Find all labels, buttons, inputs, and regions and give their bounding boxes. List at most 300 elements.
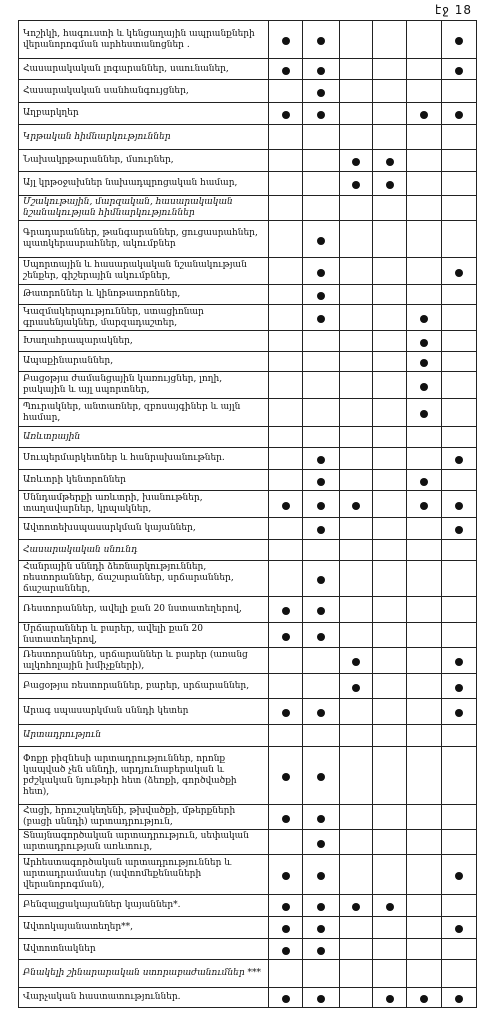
table-row	[19, 855, 477, 895]
permitted-dot-icon	[455, 684, 463, 692]
section-title: Հասարակական սնունդ	[19, 540, 269, 561]
permitted-dot-icon	[420, 410, 428, 418]
zone-cell-2	[303, 648, 340, 674]
zone-cell-4	[373, 855, 407, 895]
zone-cell-6	[442, 830, 477, 855]
zone-cell-3	[340, 648, 373, 674]
zone-cell-1	[269, 331, 303, 352]
zone-cell-4	[373, 470, 407, 491]
permitted-dot-icon	[317, 502, 325, 510]
zoning-table	[18, 20, 477, 1008]
zone-cell-2	[303, 172, 340, 196]
permitted-dot-icon	[455, 37, 463, 45]
permitted-dot-icon	[282, 947, 290, 955]
zone-cell-4	[373, 805, 407, 830]
zone-cell-3	[340, 172, 373, 196]
zone-cell-2	[303, 960, 340, 988]
zone-cell-3	[340, 540, 373, 561]
zone-cell-4	[373, 103, 407, 125]
zone-cell-2	[303, 221, 340, 258]
zone-cell-1	[269, 258, 303, 285]
zone-cell-4	[373, 125, 407, 150]
section-header-row	[19, 725, 477, 747]
zone-cell-1	[269, 150, 303, 172]
table-row	[19, 674, 477, 699]
table-row	[19, 285, 477, 305]
zone-cell-3	[340, 427, 373, 448]
zone-cell-1	[269, 747, 303, 805]
zone-cell-6	[442, 917, 477, 939]
zone-cell-1	[269, 917, 303, 939]
permitted-dot-icon	[317, 237, 325, 245]
permitted-dot-icon	[317, 925, 325, 933]
row-label: Ավտոտնակներ	[19, 939, 269, 960]
zone-cell-1	[269, 648, 303, 674]
table-row	[19, 150, 477, 172]
zone-cell-3	[340, 196, 373, 221]
zone-cell-4	[373, 21, 407, 59]
zone-cell-2	[303, 372, 340, 399]
zone-cell-6	[442, 221, 477, 258]
zone-cell-1	[269, 285, 303, 305]
zone-cell-4	[373, 623, 407, 648]
zone-cell-4	[373, 674, 407, 699]
section-header-row	[19, 196, 477, 221]
zone-cell-5	[407, 21, 442, 59]
permitted-dot-icon	[420, 383, 428, 391]
row-label: Ավտոտեխսպասարկման կայաններ,	[19, 518, 269, 540]
permitted-dot-icon	[420, 478, 428, 486]
zone-cell-3	[340, 960, 373, 988]
zone-cell-1	[269, 518, 303, 540]
zone-cell-1	[269, 895, 303, 917]
zone-cell-5	[407, 988, 442, 1008]
zone-cell-5	[407, 491, 442, 518]
zone-cell-2	[303, 747, 340, 805]
row-label: Խաղահրապարակներ,	[19, 331, 269, 352]
zone-cell-5	[407, 103, 442, 125]
permitted-dot-icon	[352, 684, 360, 692]
zone-cell-6	[442, 988, 477, 1008]
zone-cell-2	[303, 491, 340, 518]
zone-cell-3	[340, 518, 373, 540]
zone-cell-1	[269, 399, 303, 427]
row-label: Սպորտային և հասարակական նշանակության շենքեր, գիշերային ակումբներ,	[19, 258, 269, 285]
row-label: Այլ կրթօջախներ նախադպրոցական համար,	[19, 172, 269, 196]
zone-cell-2	[303, 939, 340, 960]
permitted-dot-icon	[317, 67, 325, 75]
zone-cell-3	[340, 491, 373, 518]
zone-cell-4	[373, 221, 407, 258]
table-row	[19, 103, 477, 125]
zone-cell-5	[407, 725, 442, 747]
permitted-dot-icon	[420, 111, 428, 119]
zone-cell-3	[340, 125, 373, 150]
zone-cell-4	[373, 830, 407, 855]
table-row	[19, 491, 477, 518]
zone-cell-3	[340, 150, 373, 172]
zone-cell-4	[373, 725, 407, 747]
permitted-dot-icon	[317, 456, 325, 464]
zone-cell-5	[407, 172, 442, 196]
zone-cell-6	[442, 699, 477, 725]
permitted-dot-icon	[455, 709, 463, 717]
table-row	[19, 258, 477, 285]
zone-cell-5	[407, 305, 442, 331]
table-row	[19, 331, 477, 352]
row-label: Ապաքինարաններ,	[19, 352, 269, 372]
permitted-dot-icon	[352, 502, 360, 510]
zone-cell-4	[373, 305, 407, 331]
zone-cell-4	[373, 699, 407, 725]
zone-cell-6	[442, 125, 477, 150]
zone-cell-3	[340, 830, 373, 855]
permitted-dot-icon	[317, 526, 325, 534]
zone-cell-3	[340, 805, 373, 830]
row-label: Արհեստագործական արտադրություններ և արտադրամասեր (ավտոմեքենաների վերանորոգման),	[19, 855, 269, 895]
zone-cell-1	[269, 352, 303, 372]
zone-cell-6	[442, 561, 477, 597]
permitted-dot-icon	[352, 158, 360, 166]
permitted-dot-icon	[420, 359, 428, 367]
row-label: Հասարակական սանհանգույցներ,	[19, 80, 269, 103]
permitted-dot-icon	[317, 292, 325, 300]
zone-cell-1	[269, 674, 303, 699]
row-label: Սննդամթերքի առևտրի, խանութներ, տաղավարներ, կրպակներ,	[19, 491, 269, 518]
zone-cell-2	[303, 699, 340, 725]
zone-cell-3	[340, 917, 373, 939]
zone-cell-4	[373, 448, 407, 470]
permitted-dot-icon	[317, 89, 325, 97]
zone-cell-1	[269, 561, 303, 597]
permitted-dot-icon	[352, 181, 360, 189]
permitted-dot-icon	[282, 709, 290, 717]
row-label: Վարչական հաստատություններ.	[19, 988, 269, 1008]
section-title: Մշակութային, մարզական, հասարակական նշանակության հիմնարկություններ	[19, 196, 269, 221]
zone-cell-5	[407, 352, 442, 372]
zone-cell-2	[303, 305, 340, 331]
zone-cell-3	[340, 80, 373, 103]
zone-cell-4	[373, 80, 407, 103]
zone-cell-2	[303, 59, 340, 80]
table-row	[19, 448, 477, 470]
permitted-dot-icon	[317, 872, 325, 880]
row-label: Տնայնագործական արտադրություն, սեփական արտադրության առևտուր,	[19, 830, 269, 855]
zone-cell-2	[303, 427, 340, 448]
zone-cell-4	[373, 917, 407, 939]
zone-cell-5	[407, 960, 442, 988]
zone-cell-3	[340, 561, 373, 597]
permitted-dot-icon	[317, 903, 325, 911]
section-title: Բնակելի շինարարական ստորաբաժանումներ ***	[19, 960, 269, 988]
zone-cell-6	[442, 103, 477, 125]
zone-cell-1	[269, 960, 303, 988]
zone-cell-4	[373, 491, 407, 518]
zone-cell-2	[303, 470, 340, 491]
zone-cell-4	[373, 648, 407, 674]
permitted-dot-icon	[455, 111, 463, 119]
zone-cell-3	[340, 221, 373, 258]
table-row	[19, 988, 477, 1008]
zone-cell-1	[269, 805, 303, 830]
zone-cell-1	[269, 372, 303, 399]
zone-cell-3	[340, 597, 373, 623]
permitted-dot-icon	[420, 339, 428, 347]
zone-cell-1	[269, 59, 303, 80]
table-row	[19, 59, 477, 80]
zone-cell-1	[269, 623, 303, 648]
permitted-dot-icon	[317, 269, 325, 277]
permitted-dot-icon	[282, 995, 290, 1003]
zone-cell-2	[303, 125, 340, 150]
permitted-dot-icon	[282, 633, 290, 641]
permitted-dot-icon	[317, 111, 325, 119]
permitted-dot-icon	[455, 67, 463, 75]
zone-cell-2	[303, 21, 340, 59]
permitted-dot-icon	[420, 502, 428, 510]
row-label: Բենզալցակայաններ կայաններ*.	[19, 895, 269, 917]
zone-cell-5	[407, 747, 442, 805]
zone-cell-6	[442, 372, 477, 399]
zone-cell-6	[442, 399, 477, 427]
row-label: Արագ սպասարկման սննդի կետեր	[19, 699, 269, 725]
zone-cell-1	[269, 448, 303, 470]
zone-cell-3	[340, 725, 373, 747]
zone-cell-2	[303, 597, 340, 623]
zone-cell-3	[340, 674, 373, 699]
section-header-row	[19, 427, 477, 448]
zone-cell-3	[340, 895, 373, 917]
zone-cell-4	[373, 372, 407, 399]
permitted-dot-icon	[455, 872, 463, 880]
zone-cell-5	[407, 427, 442, 448]
zone-cell-5	[407, 59, 442, 80]
row-label: Ռեստորաններ, սրճարաններ և բարեր (առանց ալկոհոլային խմիչքների),	[19, 648, 269, 674]
zone-cell-1	[269, 540, 303, 561]
zone-cell-2	[303, 150, 340, 172]
row-label: Հասարակական լոգարաններ, սաունաներ,	[19, 59, 269, 80]
permitted-dot-icon	[282, 815, 290, 823]
zone-cell-4	[373, 895, 407, 917]
permitted-dot-icon	[282, 903, 290, 911]
zone-cell-4	[373, 399, 407, 427]
table-row	[19, 352, 477, 372]
zone-cell-2	[303, 917, 340, 939]
table-row	[19, 699, 477, 725]
zone-cell-4	[373, 988, 407, 1008]
zone-cell-6	[442, 305, 477, 331]
permitted-dot-icon	[420, 995, 428, 1003]
row-label: Ռեստորաններ, ավելի քան 20 նստատեղերով,	[19, 597, 269, 623]
zone-cell-2	[303, 855, 340, 895]
table-row	[19, 399, 477, 427]
permitted-dot-icon	[455, 269, 463, 277]
permitted-dot-icon	[386, 158, 394, 166]
zone-cell-6	[442, 150, 477, 172]
zone-cell-3	[340, 939, 373, 960]
zone-cell-4	[373, 747, 407, 805]
zone-cell-5	[407, 80, 442, 103]
zone-cell-5	[407, 805, 442, 830]
zone-cell-5	[407, 597, 442, 623]
zone-cell-6	[442, 352, 477, 372]
zone-cell-4	[373, 150, 407, 172]
page-number: էջ 18	[435, 3, 472, 17]
zone-cell-5	[407, 125, 442, 150]
zone-cell-1	[269, 172, 303, 196]
zone-cell-1	[269, 939, 303, 960]
permitted-dot-icon	[455, 658, 463, 666]
zone-cell-5	[407, 895, 442, 917]
permitted-dot-icon	[317, 815, 325, 823]
permitted-dot-icon	[455, 526, 463, 534]
table-row	[19, 470, 477, 491]
zone-cell-5	[407, 939, 442, 960]
zone-cell-4	[373, 597, 407, 623]
zone-cell-2	[303, 561, 340, 597]
zone-cell-1	[269, 597, 303, 623]
zone-cell-5	[407, 372, 442, 399]
zone-cell-6	[442, 427, 477, 448]
zone-cell-6	[442, 674, 477, 699]
zone-cell-6	[442, 855, 477, 895]
zone-cell-6	[442, 258, 477, 285]
permitted-dot-icon	[317, 773, 325, 781]
permitted-dot-icon	[317, 315, 325, 323]
section-header-row	[19, 540, 477, 561]
permitted-dot-icon	[282, 37, 290, 45]
permitted-dot-icon	[420, 315, 428, 323]
permitted-dot-icon	[352, 658, 360, 666]
permitted-dot-icon	[317, 478, 325, 486]
section-header-row	[19, 125, 477, 150]
table-row	[19, 518, 477, 540]
zone-cell-1	[269, 125, 303, 150]
permitted-dot-icon	[317, 995, 325, 1003]
table-row	[19, 747, 477, 805]
zone-cell-6	[442, 540, 477, 561]
section-title: Առևտրային	[19, 427, 269, 448]
table-row	[19, 597, 477, 623]
row-label: Նախակրթարաններ, մսուրներ,	[19, 150, 269, 172]
zone-cell-6	[442, 648, 477, 674]
zone-cell-1	[269, 855, 303, 895]
zone-cell-6	[442, 518, 477, 540]
zone-cell-5	[407, 331, 442, 352]
zone-cell-3	[340, 285, 373, 305]
zone-cell-5	[407, 540, 442, 561]
zone-cell-3	[340, 855, 373, 895]
section-title: Արտադրություն	[19, 725, 269, 747]
zone-cell-1	[269, 830, 303, 855]
zone-cell-1	[269, 725, 303, 747]
table-row	[19, 648, 477, 674]
zone-cell-1	[269, 427, 303, 448]
zone-cell-1	[269, 221, 303, 258]
zone-cell-4	[373, 540, 407, 561]
zone-cell-2	[303, 988, 340, 1008]
zone-cell-1	[269, 491, 303, 518]
zone-cell-4	[373, 331, 407, 352]
zone-cell-6	[442, 939, 477, 960]
zone-cell-2	[303, 331, 340, 352]
table-row	[19, 805, 477, 830]
zone-cell-5	[407, 648, 442, 674]
permitted-dot-icon	[317, 840, 325, 848]
permitted-dot-icon	[352, 903, 360, 911]
zone-cell-2	[303, 805, 340, 830]
zone-cell-1	[269, 305, 303, 331]
row-label: Առևտրի կենտրոններ	[19, 470, 269, 491]
zone-cell-2	[303, 80, 340, 103]
zone-cell-4	[373, 59, 407, 80]
zone-cell-6	[442, 805, 477, 830]
zone-cell-3	[340, 988, 373, 1008]
permitted-dot-icon	[282, 872, 290, 880]
permitted-dot-icon	[386, 903, 394, 911]
zone-cell-6	[442, 491, 477, 518]
zone-cell-1	[269, 196, 303, 221]
zone-cell-4	[373, 172, 407, 196]
zone-cell-2	[303, 448, 340, 470]
zone-cell-6	[442, 331, 477, 352]
permitted-dot-icon	[282, 111, 290, 119]
zone-cell-2	[303, 196, 340, 221]
table-row	[19, 80, 477, 103]
table-row	[19, 372, 477, 399]
table-row	[19, 221, 477, 258]
zone-cell-2	[303, 399, 340, 427]
zone-cell-2	[303, 895, 340, 917]
zone-cell-4	[373, 196, 407, 221]
row-label: Աղբարկղեր	[19, 103, 269, 125]
row-label: Սուպերմարկետներ և հանրախանութներ.	[19, 448, 269, 470]
zone-cell-3	[340, 399, 373, 427]
zone-cell-4	[373, 352, 407, 372]
zone-cell-6	[442, 895, 477, 917]
permitted-dot-icon	[317, 709, 325, 717]
zone-cell-3	[340, 470, 373, 491]
table-row	[19, 21, 477, 59]
zone-cell-5	[407, 285, 442, 305]
permitted-dot-icon	[317, 633, 325, 641]
zone-cell-5	[407, 470, 442, 491]
zone-cell-5	[407, 399, 442, 427]
zone-cell-4	[373, 939, 407, 960]
zone-cell-1	[269, 21, 303, 59]
zone-cell-1	[269, 988, 303, 1008]
zone-cell-5	[407, 623, 442, 648]
section-title: Կրթական հիմնարկություններ	[19, 125, 269, 150]
zone-cell-3	[340, 21, 373, 59]
row-label: Սրճարաններ և բարեր, ավելի քան 20 նստատեղերով,	[19, 623, 269, 648]
permitted-dot-icon	[282, 67, 290, 75]
zone-cell-1	[269, 699, 303, 725]
zone-cell-1	[269, 470, 303, 491]
zone-cell-2	[303, 103, 340, 125]
table-row	[19, 172, 477, 196]
zone-cell-5	[407, 196, 442, 221]
zone-cell-3	[340, 699, 373, 725]
zone-cell-2	[303, 540, 340, 561]
zone-cell-6	[442, 448, 477, 470]
zone-cell-6	[442, 172, 477, 196]
zone-cell-6	[442, 960, 477, 988]
zone-cell-2	[303, 623, 340, 648]
zone-cell-2	[303, 352, 340, 372]
zone-cell-3	[340, 305, 373, 331]
zone-cell-4	[373, 561, 407, 597]
